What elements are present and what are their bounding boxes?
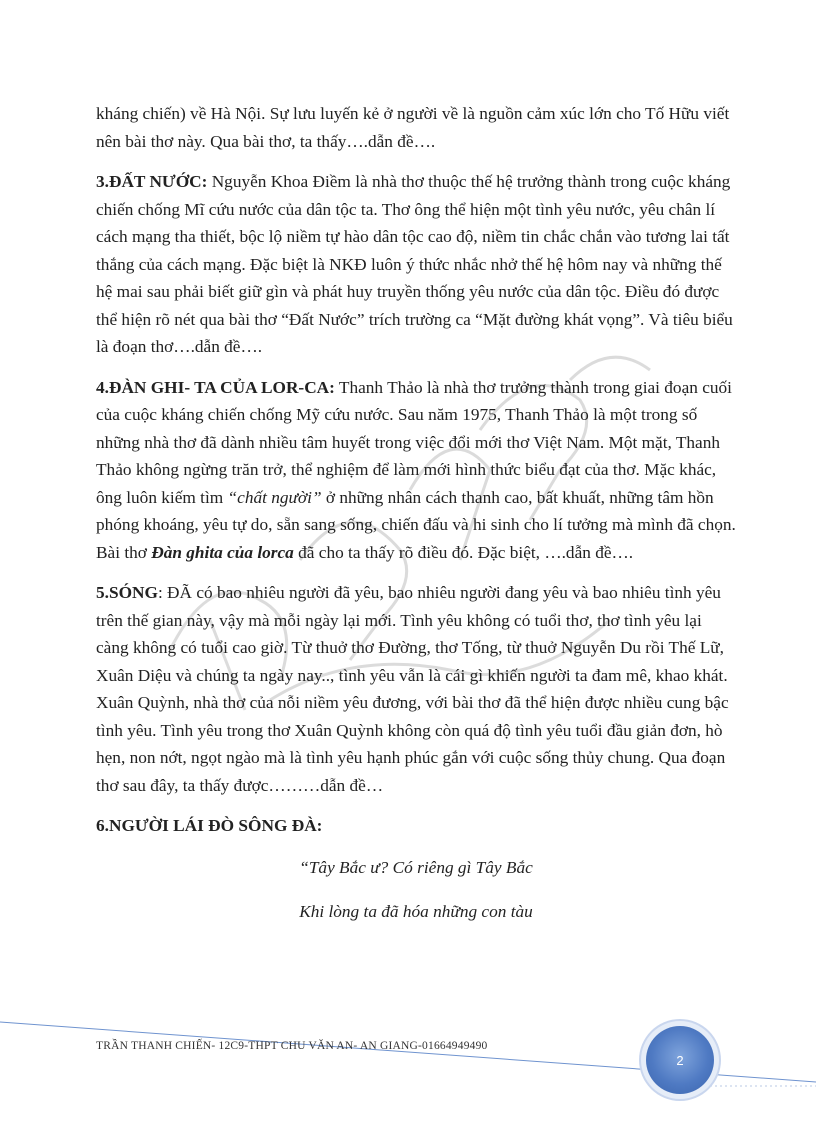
intro-paragraph [96,100,736,155]
footer-author: TRẦN THANH CHIẾN- 12C9-THPT CHU VĂN AN- AN GIANG-01664949490 [96,1040,488,1052]
section-dat-nuoc [96,168,736,361]
section-heading: 3.ĐẤT NƯỚC: [96,172,208,191]
poem-line: “Tây Bắc ư? Có riêng gì Tây Bắc [299,857,533,877]
section-text: Nguyễn Khoa Điềm là nhà thơ thuộc thế hệ trưởng thành trong cuộc kháng chiến chống Mĩ cứu nước của dân tộc ta. Thơ ông thể hiện một tình yêu nước, yêu chân lí cách mạng tha thiết, bộc lộ niềm tự hào dân tộc cao độ, niềm tin chắc chắn vào tương lai tất thắng của cách mạng. Đặc biệt là NKĐ luôn ý thức nhắc nhở thế hệ hôm nay và những thế hệ mai sau phải biết giữ gìn và phát huy truyền thống yêu nước của dân tộc. Điều đó được thể hiện rõ nét qua bài thơ “Đất Nước” trích trường ca “Mặt đường khát vọng”. Và tiêu biểu là đoạn thơ….dẫn đề…. [96,172,733,356]
section-heading: 4.ĐÀN GHI- TA CỦA LOR-CA: [96,377,335,397]
document-body [96,100,736,943]
section-song [96,579,736,799]
section-heading: 6.NGƯỜI LÁI ĐÒ SÔNG ĐÀ: [96,816,323,835]
section-text: ở những nhân cách thanh cao, bất khuất, những tâm hồn phóng khoáng, yêu tự do, sẵn sang sống, chiến đấu và hi sinh cho lí tưởng mà mình đã chọn. Bài thơ [96,487,736,562]
italic-phrase: “chất người” [227,487,322,507]
section-dan-ghi-ta [96,374,736,567]
poem-excerpt [96,854,736,926]
section-nguoi-lai-do [96,812,736,840]
section-text: Thanh Thảo là nhà thơ trưởng thành trong giai đoạn cuối của cuộc kháng chiến chống Mỹ cứu nước. Sau năm 1975, Thanh Thảo là một trong số những nhà thơ đã dành nhiều tâm huyết trong việc đổi mới thơ Việt Nam. Một mặt, Thanh Thảo không ngừng trăn trở, thể nghiệm để làm mới hình thức biểu đạt của thơ. Mặc khác, ông luôn kiếm tìm [96,377,732,507]
page-number-badge [646,1026,714,1094]
section-text: : ĐÃ có bao nhiêu người đã yêu, bao nhiêu người đang yêu và bao nhiêu tình yêu trên thế gian này, vậy mà mỗi ngày lại mới. Tình yêu không có tuổi thơ, thơ tình yêu lại càng không có tuổi cao giờ. Từ thuở thơ Đường, thơ Tống, từ thuở Nguyễn Du rồi Thế Lữ, Xuân Diệu và chúng ta ngày nay.., tình yêu vẫn là cái gì khiến người ta đam mê, khao khát. Xuân Quỳnh, nhà thơ của nỗi niềm yêu đương, với bài thơ đã thể hiện được nhiều cung bậc tình yêu. Tình yêu trong thơ Xuân Quỳnh không còn quá độ tình yêu tuổi đầu giản đơn, hò hẹn, non nớt, ngọt ngào mà là tình yêu hạnh phúc gắn với cuộc sống thủy chung. Qua đoạn thơ sau đây, ta thấy được………dẫn đề… [96,583,729,795]
section-heading: 5.SÓNG [96,583,158,602]
poem-line: Khi lòng ta đã hóa những con tàu [299,902,533,921]
section-text: đã cho ta thấy rõ điều đó. Đặc biệt, ….dẫn đề…. [293,542,634,562]
page-number: 2 [676,1052,684,1068]
intro-text: kháng chiến) về Hà Nội. Sự lưu luyến kẻ ở người về là nguồn cảm xúc lớn cho Tố Hữu viết nên bài thơ này. Qua bài thơ, ta thấy….dẫn đề…. [96,104,730,151]
poem-title: Đàn ghita của lorca [151,542,294,562]
